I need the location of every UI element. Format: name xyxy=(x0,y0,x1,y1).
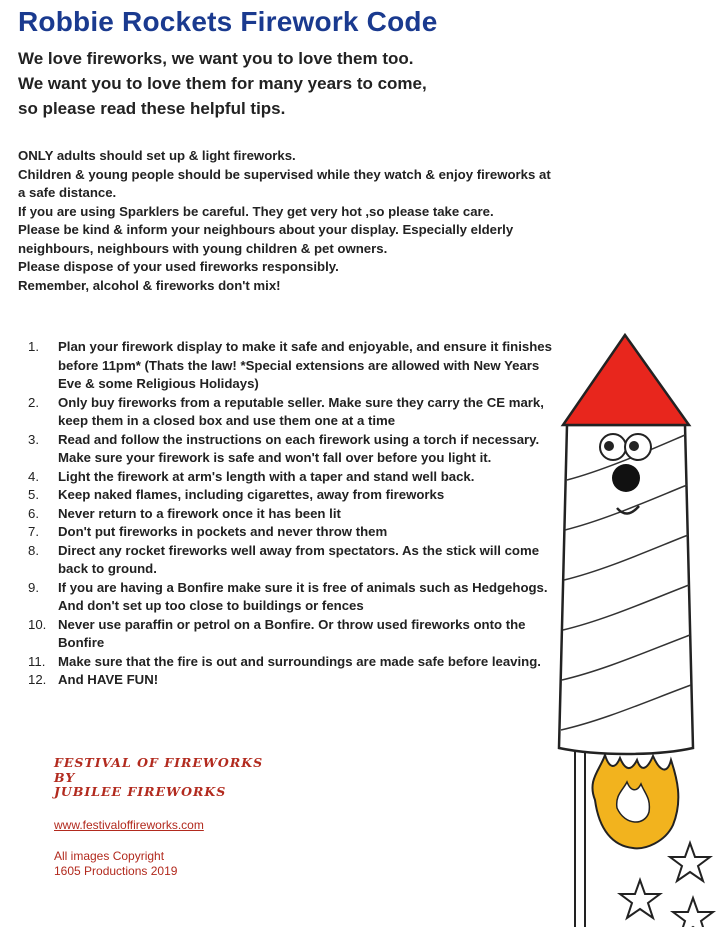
list-text: Keep naked flames, including cigarettes, away from fireworks xyxy=(58,487,445,502)
copyright-line: All images Copyright xyxy=(54,849,165,863)
list-item xyxy=(22,653,552,672)
list-text: Don't put fireworks in pockets and never throw them xyxy=(58,524,388,539)
festival-line: BY xyxy=(54,769,76,785)
list-number: 7. xyxy=(28,524,39,539)
list-text: Never return to a firework once it has been lit xyxy=(58,505,341,521)
star-icon xyxy=(670,843,710,881)
star-icon xyxy=(673,898,713,927)
list-item xyxy=(22,542,552,579)
list-text: Plan your firework display to make it safe and enjoyable, and ensure it finishes before 11pm* (Thats the law! *Special extensions are allowed with New Years Eve & some Religious Holidays) xyxy=(58,339,552,391)
list-number: 4. xyxy=(28,468,39,484)
nose xyxy=(612,464,640,492)
festival-line: FESTIVAL OF FIREWORKS xyxy=(54,755,264,770)
pupil xyxy=(604,441,614,451)
firework-code-list xyxy=(22,338,552,690)
list-item xyxy=(22,486,552,505)
copyright-line: 1605 Productions 2019 xyxy=(54,864,178,878)
list-item xyxy=(22,523,552,542)
list-item xyxy=(22,671,552,690)
intro-text xyxy=(18,46,427,121)
list-item xyxy=(22,431,552,468)
list-number: 12. xyxy=(28,672,47,687)
pupil xyxy=(629,441,639,451)
page-title: Robbie Rockets Firework Code xyxy=(18,6,438,37)
list-text: Only buy fireworks from a reputable seller. Make sure they carry the CE mark, keep them in a closed box and use them one at a time xyxy=(58,394,544,428)
list-number: 3. xyxy=(28,431,39,447)
list-number: 11. xyxy=(28,653,46,669)
list-item xyxy=(22,394,552,431)
list-number: 10. xyxy=(28,616,47,632)
list-number: 6. xyxy=(28,505,39,521)
rule-line: If you are using Sparklers be careful. They get very hot ,so please take care. xyxy=(18,203,494,219)
festival-credit xyxy=(54,756,263,800)
festival-line: JUBILEE FIREWORKS xyxy=(54,784,227,799)
rule-line: Please be kind & inform your neighbours about your display. Especially elderly neighbours, neighbours with young children & pet owners. xyxy=(18,222,514,256)
list-item xyxy=(22,338,552,394)
rule-line: Children & young people should be supervised while they watch & enjoy fireworks at a safe distance. xyxy=(18,166,551,200)
safety-rules xyxy=(18,147,558,295)
intro-line: so please read these helpful tips. xyxy=(18,99,286,118)
star-icon xyxy=(620,880,660,918)
rule-line: Remember, alcohol & fireworks don't mix! xyxy=(18,277,281,293)
list-text: Never use paraffin or petrol on a Bonfire. Or throw used fireworks onto the Bonfire xyxy=(58,616,526,650)
list-number: 1. xyxy=(28,339,39,354)
rule-line: Please dispose of your used fireworks responsibly. xyxy=(18,259,339,274)
list-item xyxy=(22,579,552,616)
rocket-cone xyxy=(563,335,689,425)
list-item xyxy=(22,616,552,653)
intro-line: We love fireworks, we want you to love them too. xyxy=(18,49,414,68)
rocket-mascot-illustration xyxy=(545,330,720,927)
list-text: Make sure that the fire is out and surroundings are made safe before leaving. xyxy=(58,653,541,669)
list-item xyxy=(22,505,552,524)
intro-line: We want you to love them for many years to come, xyxy=(18,74,427,93)
list-text: Direct any rocket fireworks well away from spectators. As the stick will come back to ground. xyxy=(58,542,540,576)
rule-line: ONLY adults should set up & light fireworks. xyxy=(18,148,296,163)
list-item xyxy=(22,468,552,487)
list-text: If you are having a Bonfire make sure it is free of animals such as Hedgehogs. And don't set up too close to buildings or fences xyxy=(58,579,548,613)
list-number: 5. xyxy=(28,487,39,502)
list-number: 9. xyxy=(28,579,39,595)
list-text: Read and follow the instructions on each firework using a torch if necessary. Make sure your firework is safe and won't fall over before you light it. xyxy=(58,431,540,465)
list-text: And HAVE FUN! xyxy=(58,672,159,687)
list-text: Light the firework at arm's length with a taper and stand well back. xyxy=(58,468,475,484)
copyright-notice xyxy=(54,849,177,879)
list-number: 2. xyxy=(28,394,39,410)
website-link[interactable]: www.festivaloffireworks.com xyxy=(54,818,204,832)
list-number: 8. xyxy=(28,542,39,558)
